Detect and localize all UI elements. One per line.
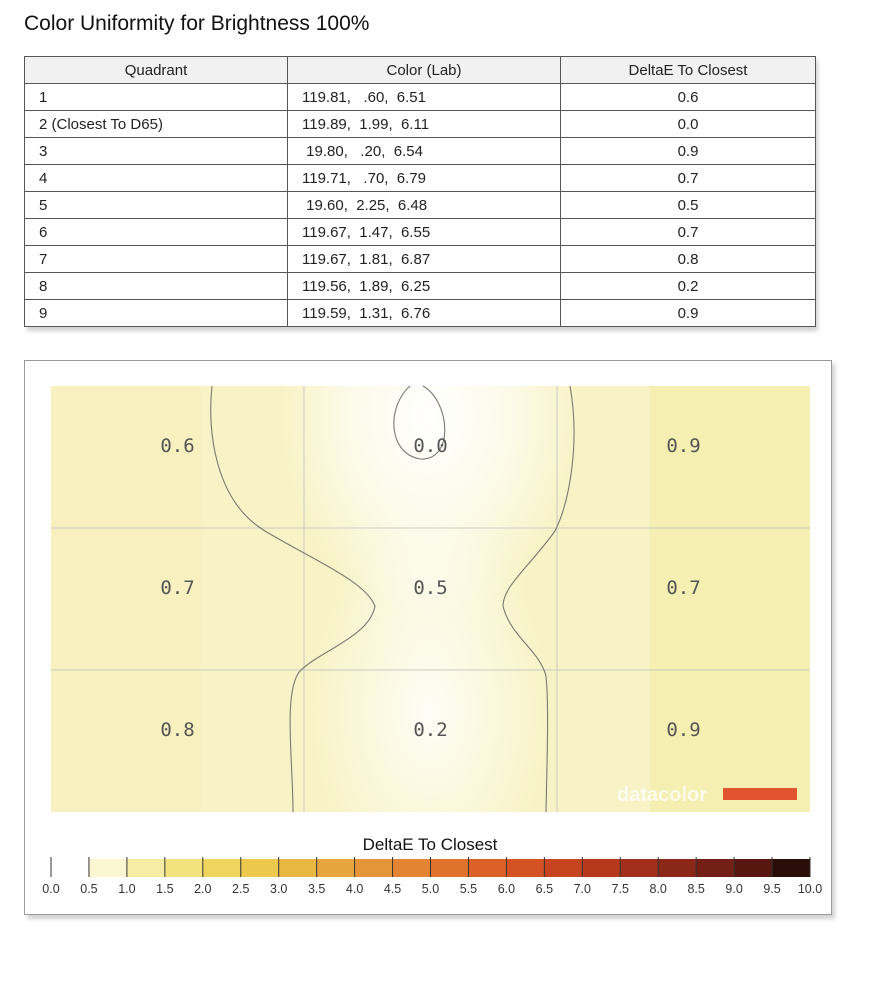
legend-swatch (51, 859, 89, 877)
legend-swatch (127, 859, 165, 877)
page-title: Color Uniformity for Brightness 100% (24, 12, 370, 35)
table-row (25, 111, 816, 138)
heatmap-cell-value: 0.5 (413, 577, 448, 599)
table-row (25, 219, 816, 246)
cell-quadrant: 2 (Closest To D65) (25, 111, 288, 138)
cell-quadrant: 5 (25, 192, 288, 219)
legend-tick-label: 0.0 (42, 882, 60, 896)
uniformity-table (24, 56, 816, 327)
legend-swatch (582, 859, 620, 877)
color-legend (42, 857, 822, 896)
cell-color-lab: 119.59, 1.31, 6.76 (288, 300, 561, 327)
legend-tick-label: 8.5 (687, 882, 705, 896)
legend-swatch (393, 859, 431, 877)
heatmap-cell-value: 0.0 (413, 435, 448, 457)
legend-swatch (506, 859, 544, 877)
cell-color-lab: 119.56, 1.89, 6.25 (288, 273, 561, 300)
cell-color-lab: 119.89, 1.99, 6.11 (288, 111, 561, 138)
legend-swatch (317, 859, 355, 877)
heatmap-cell-value: 0.7 (666, 577, 701, 599)
legend-tick-label: 9.0 (725, 882, 743, 896)
legend-tick-label: 1.5 (156, 882, 174, 896)
cell-color-lab: 119.67, 1.81, 6.87 (288, 246, 561, 273)
cell-quadrant: 6 (25, 219, 288, 246)
uniformity-map-panel (24, 360, 832, 915)
legend-tick-label: 1.0 (118, 882, 136, 896)
cell-deltae: 0.7 (561, 219, 816, 246)
cell-quadrant: 4 (25, 165, 288, 192)
uniformity-heatmap (25, 361, 833, 916)
cell-color-lab: 119.67, 1.47, 6.55 (288, 219, 561, 246)
table-row (25, 138, 816, 165)
table-row (25, 300, 816, 327)
heatmap-cell-value: 0.7 (160, 577, 195, 599)
legend-tick-label: 10.0 (797, 882, 823, 896)
cell-color-lab: 119.71, .70, 6.79 (288, 165, 561, 192)
heatmap-cell-value: 0.2 (413, 719, 448, 741)
legend-tick-label: 0.5 (80, 882, 98, 896)
legend-tick-label: 8.0 (649, 882, 667, 896)
legend-tick-label: 6.5 (535, 882, 554, 896)
legend-swatch (279, 859, 317, 877)
legend-swatch (620, 859, 658, 877)
legend-tick-label: 5.0 (421, 882, 440, 896)
cell-quadrant: 7 (25, 246, 288, 273)
cell-quadrant: 1 (25, 84, 288, 111)
header-quadrant: Quadrant (25, 57, 288, 84)
legend-tick-label: 9.5 (763, 882, 781, 896)
legend-tick-label: 3.0 (270, 882, 288, 896)
cell-deltae: 0.8 (561, 246, 816, 273)
legend-tick-label: 2.5 (232, 882, 250, 896)
cell-deltae: 0.7 (561, 165, 816, 192)
legend-swatch (431, 859, 469, 877)
cell-color-lab: 19.60, 2.25, 6.48 (288, 192, 561, 219)
legend-swatch (355, 859, 393, 877)
uniformity-table-wrap (24, 56, 815, 327)
legend-tick-label: 4.5 (383, 882, 402, 896)
header-color-lab: Color (Lab) (288, 57, 561, 84)
legend-swatch (241, 859, 279, 877)
datacolor-watermark: datacolor (617, 784, 708, 806)
legend-swatch (203, 859, 241, 877)
cell-deltae: 0.2 (561, 273, 816, 300)
table-row (25, 84, 816, 111)
cell-quadrant: 9 (25, 300, 288, 327)
cell-deltae: 0.5 (561, 192, 816, 219)
legend-swatch (89, 859, 127, 877)
table-row (25, 192, 816, 219)
cell-deltae: 0.0 (561, 111, 816, 138)
legend-swatch (165, 859, 203, 877)
table-row (25, 246, 816, 273)
legend-tick-label: 5.5 (459, 882, 478, 896)
table-row (25, 165, 816, 192)
watermark-bar (723, 788, 797, 800)
cell-deltae: 0.9 (561, 300, 816, 327)
cell-color-lab: 119.81, .60, 6.51 (288, 84, 561, 111)
legend-tick-label: 2.0 (194, 882, 212, 896)
table-row (25, 273, 816, 300)
cell-color-lab: 19.80, .20, 6.54 (288, 138, 561, 165)
heatmap-cell-value: 0.9 (666, 435, 701, 457)
legend-swatch (544, 859, 582, 877)
cell-deltae: 0.9 (561, 138, 816, 165)
header-deltae: DeltaE To Closest (561, 57, 816, 84)
legend-swatch (734, 859, 772, 877)
table-header-row (25, 57, 816, 84)
heatmap-cell-value: 0.6 (160, 435, 195, 457)
legend-swatch (468, 859, 506, 877)
cell-quadrant: 3 (25, 138, 288, 165)
legend-tick-label: 6.0 (497, 882, 516, 896)
heatmap-cell-value: 0.9 (666, 719, 701, 741)
legend-swatch (658, 859, 696, 877)
legend-swatch (772, 859, 810, 877)
legend-tick-label: 7.5 (611, 882, 629, 896)
heatmap-cell-value: 0.8 (160, 719, 195, 741)
cell-quadrant: 8 (25, 273, 288, 300)
cell-deltae: 0.6 (561, 84, 816, 111)
legend-swatch (696, 859, 734, 877)
legend-tick-label: 3.5 (307, 882, 326, 896)
legend-tick-label: 4.0 (345, 882, 364, 896)
legend-tick-label: 7.0 (573, 882, 591, 896)
legend-title: DeltaE To Closest (362, 835, 498, 854)
